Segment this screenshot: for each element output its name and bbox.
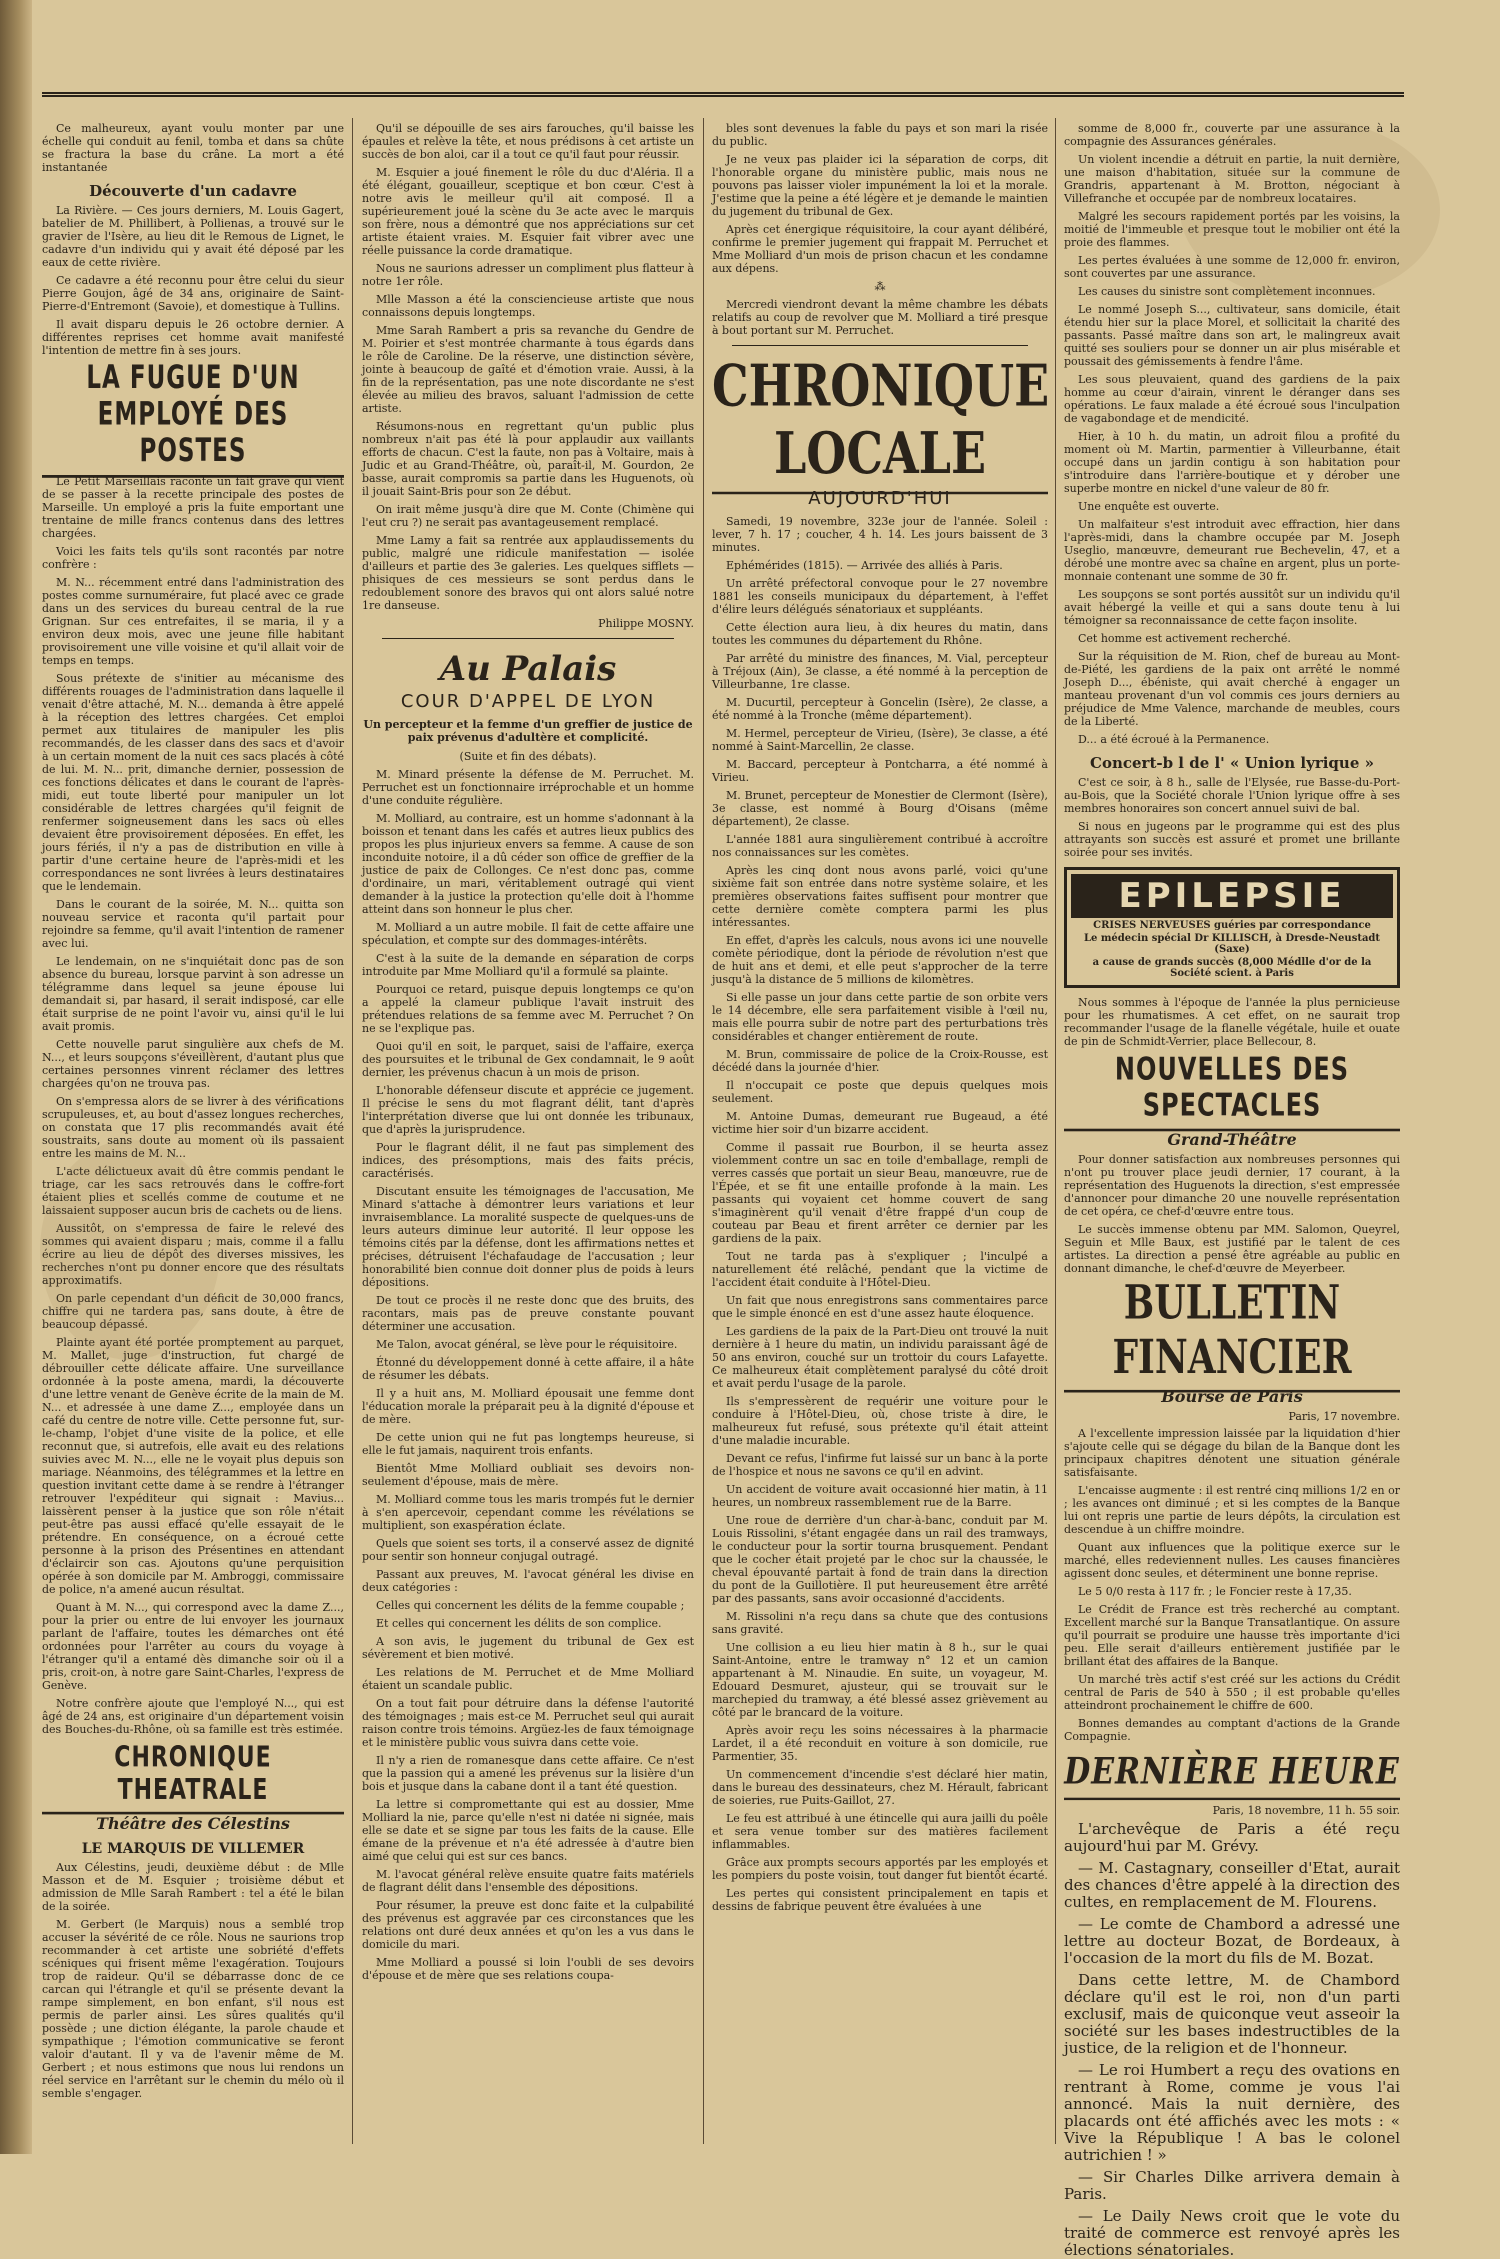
- paragraph: L'honorable défenseur discute et apprécie ce jugement. Il précise le sens du mot flagrant délit, tant d'après l'interprétation diverse que lui ont donnée les tribunaux, que d'après la jurisprudence.: [362, 1084, 694, 1136]
- divider: [382, 638, 674, 639]
- paragraph: Les relations de M. Perruchet et de Mme Molliard étaient un scandale public.: [362, 1666, 694, 1692]
- paragraph: Un marché très actif s'est créé sur les actions du Crédit central de Paris de 540 à 550 ; il est probable qu'elles atteindront prochainement le chiffre de 600.: [1064, 1673, 1400, 1712]
- epilepsie-advert: [1064, 867, 1400, 988]
- paragraph: Les pertes évaluées à une somme de 12,000 fr. environ, sont couvertes par une assurance.: [1064, 254, 1400, 280]
- paragraph: Mme Molliard a poussé si loin l'oubli de ses devoirs d'épouse et de mère que ses relations coupa-: [362, 1956, 694, 1982]
- paragraph: Qu'il se dépouille de ses airs farouches, qu'il baisse les épaules et relève la tête, et nous prédisons à cet artiste un succès de bon aloi, car il a tout ce qu'il faut pour réussir.: [362, 122, 694, 161]
- paragraph: A son avis, le jugement du tribunal de Gex est sévèrement et bien motivé.: [362, 1635, 694, 1661]
- advert-line: a cause de grands succès (8,000 Médlle d'or de la Société scient. à Paris: [1092, 957, 1372, 979]
- paragraph: Le Petit Marseillais raconte un fait grave qui vient de se passer à la recette principale des postes de Marseille. Un employé a pris la fuite emportant une trentaine de mille francs contenus dans des lettres chargées.: [42, 475, 344, 540]
- paragraph: D... a été écroué à la Permanence.: [1078, 733, 1270, 746]
- paragraph: M. Gerbert (le Marquis) nous a semblé trop accuser la sévérité de ce rôle. Nous ne saurions trop recommander à cet artiste une sobriété d'effets scéniques qui frisent même l'exagération. Toujours trop de raideur. Qu'il se débarrasse donc de ce carcan qui l'étrangle et qu'il se présente devant la rampe simplement, en bon enfant, s'il nous est permis de parler ainsi. Les sûres qualités qu'il possède ; une diction élégante, la parole chaude et sympathique ; l'émotion communicative se feront valoir d'autant. Il y va de l'avenir même de M. Gerbert ; et nous estimons que nous lui rendons un réel service en l'arrêtant sur le chemin du mélo où il semble s'engager.: [42, 1918, 344, 2100]
- paragraph: M. Minard présente la défense de M. Perruchet. M. Perruchet est un fonctionnaire irréprochable et un homme d'une conduite régulière.: [362, 768, 694, 807]
- paragraph: Passant aux preuves, M. l'avocat général les divise en deux catégories :: [362, 1568, 694, 1594]
- paragraph: Un arrêté préfectoral convoque pour le 27 novembre 1881 les conseils municipaux du département, à l'effet d'élire leurs délégués sénatoriaux et suppléants.: [712, 577, 1048, 616]
- paragraph: Mlle Masson a été la consciencieuse artiste que nous connaissons depuis longtemps.: [362, 293, 694, 319]
- advert-title: EPILEPSIE: [1071, 874, 1393, 918]
- news-item: — Le roi Humbert a reçu des ovations en rentrant à Rome, comme je vous l'ai annoncé. Mais la nuit dernière, des placards ont été affichés avec les mots : « Vive la République ! A bas le colonel autrichien ! »: [1064, 2061, 1400, 2164]
- paragraph: Pour le flagrant délit, il ne faut pas simplement des indices, des présomptions, mais des faits précis, caractérisés.: [362, 1141, 694, 1180]
- paragraph: Le succès immense obtenu par MM. Salomon, Queyrel, Seguin et Mlle Baux, est justifié par le talent de ces artistes. La direction a pensé être agréable au public en donnant dimanche, le chef-d'œuvre de Meyerbeer.: [1064, 1223, 1400, 1275]
- paragraph: Sous prétexte de s'initier au mécanisme des différents rouages de l'administration dans laquelle il venait d'être attaché, M. N... demanda à être appelé à la réception des lettres chargées. Cet emploi permet aux titulaires de manipuler les plis recommandés, de les classer dans des sacs et d'avoir à un certain moment de la nuit ces sacs placés à côté de lui. M. N... prit, dimanche dernier, possession de ces fonctions délicates et dans le courant de l'après-midi, eut toute liberté pour manipuler un lot considérable de lettres chargées qu'il feignit de renfermer soigneusement dans les sacs où elles devaient être provisoirement déposées. En effet, les jours fériés, il n'y a pas de distribution en ville à partir d'une certaine heure de l'après-midi et les correspondances ne sont livrées à leurs destinataires que le lendemain.: [42, 672, 344, 893]
- derniere-heure-dateline: Paris, 18 novembre, 11 h. 55 soir.: [1212, 1804, 1400, 1817]
- paragraph: Une collision a eu lieu hier matin à 8 h., sur le quai Saint-Antoine, entre le tramway n° 12 et un camion appartenant à M. Ninaudie. En suite, un voyageur, M. Edouard Desmuret, ajusteur, qui se trouvait sur le marchepied du tramway, a été blessé assez grièvement au côté par le brancard de la voiture.: [712, 1641, 1048, 1719]
- suite-note: (Suite et fin des débats).: [459, 750, 597, 763]
- advert-line: CRISES NERVEUSES guéries par correspondance: [1093, 920, 1371, 931]
- paragraph: Discutant ensuite les témoignages de l'accusation, Me Minard s'attache à démontrer leurs variations et leur invraisemblance. La moralité suspecte de quelques-uns de leurs auteurs diminue leur autorité. Il leur oppose les témoins cités par la défense, dont les affirmations nettes et précises, détruisent l'échafaudage de l'accusation ; leur honorabilité bien connue doit donner plus de poids à leurs dépositions.: [362, 1185, 694, 1289]
- paragraph: Les pertes qui consistent principalement en tapis et dessins de fabrique peuvent être évaluées à une: [712, 1887, 1048, 1913]
- news-item: L'archevêque de Paris a été reçu aujourd'hui par M. Grévy.: [1064, 1820, 1400, 1855]
- paragraph: On s'empressa alors de se livrer à des vérifications scrupuleuses, et, au bout d'assez longues recherches, on constata que 17 plis recommandés avait été soustraits, sans doute au moment où ils passaient entre les mains de M. N...: [42, 1095, 344, 1160]
- paragraph: Me Talon, avocat général, se lève pour le réquisitoire.: [376, 1338, 678, 1351]
- paragraph: M. Baccard, percepteur à Pontcharra, a été nommé à Virieu.: [712, 758, 1048, 784]
- paragraph: Notre confrère ajoute que l'employé N..., qui est âgé de 24 ans, est originaire d'un département voisin des Bouches-du-Rhône, où sa famille est très estimée.: [42, 1697, 344, 1736]
- paragraph: Si elle passe un jour dans cette partie de son orbite vers le 14 décembre, elle sera parfaitement visible à l'œil nu, mais elle pourra subir de notre part des perturbations très considérables et changer entièrement de route.: [712, 991, 1048, 1043]
- paragraph: Un fait que nous enregistrons sans commentaires parce que le simple énoncé en est d'une assez haute éloquence.: [712, 1294, 1048, 1320]
- paragraph: Mercredi viendront devant la même chambre les débats relatifs au coup de revolver que M. Molliard a tiré presque à bout portant sur M. Perruchet.: [712, 298, 1048, 337]
- paragraph: Cette élection aura lieu, à dix heures du matin, dans toutes les communes du département du Rhône.: [712, 621, 1048, 647]
- cour-appel-title: COUR D'APPEL DE LYON: [400, 691, 656, 712]
- bourse-dateline: Paris, 17 novembre.: [1288, 1410, 1400, 1423]
- paragraph: Ils s'empressèrent de requérir une voiture pour le conduire à l'Hôtel-Dieu, où, chose triste à dire, le malheureux fut refusé, sous prétexte qu'il était atteint d'une maladie incurable.: [712, 1395, 1048, 1447]
- paragraph: Après cet énergique réquisitoire, la cour ayant délibéré, confirme le premier jugement qui frappait M. Perruchet et Mme Molliard d'un mois de prison chacun et les condamne aux dépens.: [712, 223, 1048, 275]
- aujourdhui-title: AUJOURD'HUI: [808, 488, 952, 509]
- paragraph: bles sont devenues la fable du pays et son mari la risée du public.: [712, 122, 1048, 148]
- paragraph: Voici les faits tels qu'ils sont racontés par notre confrère :: [42, 545, 344, 571]
- paragraph: Par arrêté du ministre des finances, M. Vial, percepteur à Tréjoux (Ain), 3e classe, a été nommé à la perception de Villeurbanne, 1re classe.: [712, 652, 1048, 691]
- paragraph: En effet, d'après les calculs, nous avons ici une nouvelle comète périodique, dont la période de révolution n'est que de huit ans et demi, et elle peut s'approcher de la terre jusqu'à la distance de 5 millions de kilomètres.: [712, 934, 1048, 986]
- paragraph: Grâce aux prompts secours apportés par les employés et les pompiers du poste voisin, tout danger fut bientôt écarté.: [712, 1856, 1048, 1882]
- paragraph: Quant à M. N..., qui correspond avec la dame Z..., pour la prier ou entre de lui envoyer les journaux parlant de l'affaire, toutes les démarches ont été ordonnées pour l'arrêter au cours du voyage à l'étranger qu'il a entamé dès dimanche soir où il a pris, croit-on, à notre gare Saint-Charles, l'express de Genève.: [42, 1601, 344, 1692]
- paragraph: L'année 1881 aura singulièrement contribué à accroître nos connaissances sur les comètes.: [712, 833, 1048, 859]
- paragraph: Le nommé Joseph S..., cultivateur, sans domicile, était étendu hier sur la place Morel, et sollicitait la charité des passants. Passé maître dans son art, le malingreux avait quitté ses souliers pour se donner un air plus misérable et poussait des gémissements à fendre l'âme.: [1064, 303, 1400, 368]
- paragraph: Comme il passait rue Bourbon, il se heurta assez violemment contre un sac en toile d'emballage, rempli de verres cassés que portait un sieur Beau, manœuvre, rue de l'Épée, et se fit une entaille profonde à la main. Les passants qui voyaient cet homme couvert de sang s'imaginèrent qu'il venait d'être frappé d'un coup de couteau par Beau et firent arrêter ce dernier par les gardiens de la paix.: [712, 1141, 1048, 1245]
- binding-spine: [0, 0, 32, 2154]
- paragraph: Ce cadavre a été reconnu pour être celui du sieur Pierre Goujon, âgé de 34 ans, originaire de Saint-Pierre-d'Entremont (Savoie), et domestique à Tullins.: [42, 274, 344, 313]
- headline-derniere-heure: DERNIÈRE HEURE: [1064, 1751, 1400, 1800]
- paragraph: Cet homme est activement recherché.: [1078, 632, 1291, 645]
- paragraph: C'est à la suite de la demande en séparation de corps introduite par Mme Molliard qu'il a formulé sa plainte.: [362, 952, 694, 978]
- paragraph: Nous ne saurions adresser un compliment plus flatteur à notre 1er rôle.: [362, 262, 694, 288]
- paragraph: Il y a huit ans, M. Molliard épousait une femme dont l'éducation morale la préparait peu à la dignité d'épouse et de mère.: [362, 1387, 694, 1426]
- paragraph: Résumons-nous en regrettant qu'un public plus nombreux n'ait pas été là pour applaudir aux vaillants efforts de chacun. C'est la faute, non pas à Voltaire, mais à Judic et au Grand-Théâtre, où, paraît-il, M. Gourdon, 2e basse, aurait compromis sa partie dans les Huguenots, où il jouait Saint-Bris pour son 2e début.: [362, 420, 694, 498]
- paragraph: On parle cependant d'un déficit de 30,000 francs, chiffre qui ne tardera pas, sans doute, à être de beaucoup dépassé.: [42, 1292, 344, 1331]
- headline-chronique-locale: CHRONIQUE LOCALE: [712, 352, 1048, 495]
- concert-title: Concert-b l de l' « Union lyrique »: [1090, 754, 1374, 772]
- paragraph: Quoi qu'il en soit, le parquet, saisi de l'affaire, exerça des poursuites et le tribunal de Gex condamnait, le 9 août dernier, les prévenus chacun à un mois de prison.: [362, 1040, 694, 1079]
- news-item: — Le comte de Chambord a adressé une lettre au docteur Bozat, de Bordeaux, à l'occasion de la mort du fils de M. Bozat.: [1064, 1915, 1400, 1967]
- paragraph: Il avait disparu depuis le 26 octobre dernier. A différentes reprises cet homme avait manifesté l'intention de mettre fin à ses jours.: [42, 318, 344, 357]
- news-item: — Sir Charles Dilke arrivera demain à Paris.: [1064, 2168, 1400, 2203]
- paragraph: A l'excellente impression laissée par la liquidation d'hier s'ajoute celle qui se dégage du bilan de la Banque dont les principaux chapitres dénotent une situation générale satisfaisante.: [1064, 1427, 1400, 1479]
- paragraph: Celles qui concernent les délits de la femme coupable ;: [376, 1599, 685, 1612]
- news-item: — M. Castagnary, conseiller d'Etat, aurait des chances d'être appelé à la direction des cultes, en remplacement de M. Flourens.: [1064, 1859, 1400, 1911]
- paragraph: Aux Célestins, jeudi, deuxième début : de Mlle Masson et de M. Esquier ; troisième début et admission de Mlle Sarah Rambert : tel a été le bilan de la soirée.: [42, 1861, 344, 1913]
- paragraph: M. Ducurtil, percepteur à Goncelin (Isère), 2e classe, a été nommé à la Tronche (même département).: [712, 696, 1048, 722]
- paragraph: Les causes du sinistre sont complètement inconnues.: [1078, 285, 1376, 298]
- paragraph: M. Brunet, percepteur de Monestier de Clermont (Isère), 3e classe, est nommé à Bourg d'Oisans (même département), 2e classe.: [712, 789, 1048, 828]
- paragraph: De tout ce procès il ne reste donc que des bruits, des racontars, mais pas de preuve constante pouvant déterminer une accusation.: [362, 1294, 694, 1333]
- paragraph: M. Esquier a joué finement le rôle du duc d'Aléria. Il a été élégant, gouailleur, sceptique et bon cœur. C'est à notre avis le meilleur qu'il ait composé. Il a supérieurement joué la scène du 3e acte avec le marquis son frère, nous a démontré que nos appréciations sur cet artiste étaient vraies. M. Esquier fait vibrer avec une réelle puissance la corde dramatique.: [362, 166, 694, 257]
- column-3: [708, 122, 1052, 2142]
- paragraph: M. Antoine Dumas, demeurant rue Bugeaud, a été victime hier soir d'un bizarre accident.: [712, 1110, 1048, 1136]
- paragraph: Je ne veux pas plaider ici la séparation de corps, dit l'honorable organe du ministère public, mais nous ne pouvons pas laisser violer impunément la loi et la morale. J'estime que la peine a été légère et je demande le maintien du jugement du tribunal de Gex.: [712, 153, 1048, 218]
- paragraph: Dans le courant de la soirée, M. N... quitta son nouveau service et raconta qu'il partait pour rejoindre sa femme, qu'il avait l'intention de ramener avec lui.: [42, 898, 344, 950]
- column-4: [1060, 122, 1404, 2259]
- paragraph: Une roue de derrière d'un char-à-banc, conduit par M. Louis Rissolini, s'étant engagée dans un rail des tramways, le conducteur pour la sortir tourna brusquement. Pendant que le cocher était projeté par le choc sur la chaussée, le cheval épouvanté partait à fond de train dans la direction du pont de la Guillotière. Il put heureusement être arrêté par des passants, sans avoir occasionné d'accidents.: [712, 1514, 1048, 1605]
- paragraph: Ephémérides (1815). — Arrivée des alliés à Paris.: [726, 559, 1003, 572]
- paragraph: Si nous en jugeons par le programme qui est des plus attrayants son succès est assuré et promet une brillante soirée pour ses invités.: [1064, 820, 1400, 859]
- paragraph: Quant aux influences que la politique exerce sur le marché, elles redeviennent nulles. Les causes financières agissent donc seules, et déterminent une bonne reprise.: [1064, 1541, 1400, 1580]
- paragraph: M. Molliard a un autre mobile. Il fait de cette affaire une spéculation, et compte sur des dommages-intérêts.: [362, 921, 694, 947]
- paragraph: La Rivière. — Ces jours derniers, M. Louis Gagert, batelier de M. Phillibert, à Pollienas, a trouvé sur le gravier de l'Isère, au lieu dit le Remous de Lignet, le cadavre d'un individu qui y avait été déposé par les eaux de cette rivière.: [42, 204, 344, 269]
- paragraph: somme de 8,000 fr., couverte par une assurance à la compagnie des Assurances générales.: [1064, 122, 1400, 148]
- paragraph: Une enquête est ouverte.: [1078, 500, 1220, 513]
- paragraph: La lettre si compromettante qui est au dossier, Mme Molliard la nie, parce qu'elle n'est ni datée ni signée, mais elle se date et se signe par tous les faits de la cause. Elle émane de la prévenue et n'a été adressée à d'autre bien aimé que celui qui est sur ces bancs.: [362, 1798, 694, 1863]
- top-rule: [42, 92, 1404, 97]
- paragraph: Et celles qui concernent les délits de son complice.: [376, 1617, 662, 1630]
- cadavre-title: Découverte d'un cadavre: [89, 182, 297, 200]
- news-item: Dans cette lettre, M. de Chambord déclare qu'il est le roi, non d'un parti exclusif, mais de quiconque veut asseoir la société sur les bases indestructibles de la justice, de la religion et de l'honneur.: [1064, 1971, 1400, 2057]
- paragraph: Bonnes demandes au comptant d'actions de la Grande Compagnie.: [1064, 1717, 1400, 1743]
- paragraph: Pour résumer, la preuve est donc faite et la culpabilité des prévenus est aggravée par ces circonstances que les relations ont duré deux années et qu'on les a vus dans le domicile du mari.: [362, 1899, 694, 1951]
- headline-nouvelles-spectacles: NOUVELLES DES SPECTACLES: [1064, 1051, 1400, 1132]
- paragraph: M. Rissolini n'a reçu dans sa chute que des contusions sans gravité.: [712, 1610, 1048, 1636]
- paragraph: Mme Sarah Rambert a pris sa revanche du Gendre de M. Poirier et s'est montrée charmante à tous égards dans le rôle de Caroline. De la réserve, une distinction sévère, jointe à beaucoup de gaîté et d'émotion vraie. Aussi, à la fin de la représentation, pas une note discordante ne s'est élevée au milieu des bravos, saluant l'admission de cette artiste.: [362, 324, 694, 415]
- paragraph: Hier, à 10 h. du matin, un adroit filou a profité du moment où M. Martin, parmentier à Villeurbanne, était occupé dans un jardin contigu à son habitation pour s'introduire dans l'arrière-boutique et y dérober une superbe montre en nickel d'une valeur de 80 fr.: [1064, 430, 1400, 495]
- paragraph: De cette union qui ne fut pas longtemps heureuse, si elle le fut jamais, naquirent trois enfants.: [362, 1431, 694, 1457]
- paragraph: Après avoir reçu les soins nécessaires à la pharmacie Lardet, il a été reconduit en voiture à son domicile, rue Parmentier, 35.: [712, 1724, 1048, 1763]
- news-item: — Le Daily News croit que le vote du traité de commerce est renvoyé après les élections sénatoriales.: [1064, 2207, 1400, 2259]
- paragraph: Le Crédit de France est très recherché au comptant. Excellent marché sur la Banque Transatlantique. On assure qu'il pourrait se produire une hausse très importante d'ici peu. Elle serait d'ailleurs entièrement justifiée par le brillant état des affaires de la Banque.: [1064, 1603, 1400, 1668]
- signature: Philippe MOSNY.: [598, 617, 694, 630]
- headline-fugue: LA FUGUE D'UN EMPLOYÉ DES POSTES: [42, 360, 344, 478]
- paragraph: Les sous pleuvaient, quand des gardiens de la paix homme au cœur d'airain, vinrent le déranger dans ses opérations. Le faux malade a été écroué sous l'inculpation de vagabondage et de mendicité.: [1064, 373, 1400, 425]
- paragraph: Aussitôt, on s'empressa de faire le relevé des sommes qui avaient disparu ; mais, comme il a fallu écrire au lieu de dépôt des diverses missives, les recherches n'ont pu donner encore que des résultats approximatifs.: [42, 1222, 344, 1287]
- paragraph: Un commencement d'incendie s'est déclaré hier matin, dans le bureau des dessinateurs, chez M. Hérault, fabricant de soieries, rue Puits-Gaillot, 27.: [712, 1768, 1048, 1807]
- paragraph: M. N... récemment entré dans l'administration des postes comme surnuméraire, fut placé avec ce grade dans un des services du bureau central de la rue Grignan. Sur ces entrefaites, il se maria, il y a environ deux mois, avec une jeune fille habitant provisoirement une ville voisine et qu'il allait voir de temps en temps.: [42, 576, 344, 667]
- paragraph: Samedi, 19 novembre, 323e jour de l'année. Soleil : lever, 7 h. 17 ; coucher, 4 h. 14. Les jours baissent de 3 minutes.: [712, 515, 1048, 554]
- paragraph: Cette nouvelle parut singulière aux chefs de M. N..., et leurs soupçons s'éveillèrent, d'autant plus que certaines personnes vinrent réclamer des lettres chargées qu'on ne trouva pas.: [42, 1038, 344, 1090]
- section-celestins: Théâtre des Célestins: [96, 1814, 290, 1833]
- paragraph: Tout ne tarda pas à s'expliquer ; l'inculpé a naturellement été relâché, pendant que la victime de l'accident était conduite à l'Hôtel-Dieu.: [712, 1250, 1048, 1289]
- column-divider: [703, 118, 704, 2144]
- paragraph: C'est ce soir, à 8 h., salle de l'Elysée, rue Basse-du-Port-au-Bois, que la Société chorale l'Union lyrique offre à ses membres honoraires son concert annuel suivi de bal.: [1064, 776, 1400, 815]
- paragraph: On a tout fait pour détruire dans la défense l'autorité des témoignages ; mais est-ce M. Perruchet seul qui aurait raison contre trois témoins. Argüez-les de faux témoignage et le ministère public vous suivra dans cette voie.: [362, 1697, 694, 1749]
- paragraph: L'acte délictueux avait dû être commis pendant le triage, car les sacs retrouvés dans le coffre-fort étaient plies et scellés comme de coutume et ne laissaient supposer aucun bris de cachets ou de liens.: [42, 1165, 344, 1217]
- paragraph: Plainte ayant été portée promptement au parquet, M. Mallet, juge d'instruction, fut chargé de débrouiller cette délicate affaire. Une surveillance ordonnée à la poste amena, mardi, la découverte d'une lettre venant de Genève écrite de la main de M. N... et adressée à une dame Z..., employée dans un café du centre de notre ville. Cette personne fut, sur-le-champ, l'objet d'une visite de la police, et elle reconnut que, si autrefois, elle avait eu des relations suivies avec M. N..., elle ne le voyait plus depuis son mariage. Néanmoins, des télégrammes et la lettre en question invitant cette dame à se rendre à l'étranger retrouver l'expéditeur qui signait : Mavius... laissèrent penser à la justice que son rôle n'était peut-être pas aussi effacé qu'elle essayait de le prétendre. En conséquence, on a écroué cette personne à la prison des Présentines en attendant d'éclaircir son cas. Ajoutons qu'une perquisition opérée à son domicile par M. Ambroggi, commissaire de police, n'a amené aucun résultat.: [42, 1336, 344, 1596]
- article-subtitle: Un percepteur et la femme d'un greffier de justice de paix prévenus d'adultère et complicité.: [363, 718, 693, 744]
- section-grand-theatre: Grand-Théâtre: [1167, 1130, 1297, 1149]
- column-1: [38, 122, 348, 2142]
- play-title: LE MARQUIS DE VILLEMER: [81, 1841, 305, 1857]
- column-divider: [1055, 118, 1056, 2144]
- headline-au-palais: Au Palais: [439, 649, 617, 689]
- section-bourse: Bourse de Paris: [1161, 1387, 1303, 1406]
- paragraph: Un accident de voiture avait occasionné hier matin, à 11 heures, un nombreux rassemblement rue de la Barre.: [712, 1483, 1048, 1509]
- paragraph: Après les cinq dont nous avons parlé, voici qu'une sixième fait son entrée dans notre système solaire, et les premières observations faites suffisent pour montrer que cette dernière comète comptera parmi les plus intéressantes.: [712, 864, 1048, 929]
- paragraph: Le feu est attribué à une étincelle qui aura jailli du poêle et sera venue tomber sur des matières facilement inflammables.: [712, 1812, 1048, 1851]
- paragraph: Il n'occupait ce poste que depuis quelques mois seulement.: [712, 1079, 1048, 1105]
- paragraph: Nous sommes à l'époque de l'année la plus pernicieuse pour les rhumatismes. A cet effet, on ne saurait trop recommander l'usage de la flanelle végétale, huile et ouate de pin de Schmidt-Verrier, place Bellecour, 8.: [1064, 996, 1400, 1048]
- paragraph: Mme Lamy a fait sa rentrée aux applaudissements du public, malgré une ridicule manifestation — isolée d'ailleurs et partie des 3e galeries. Les quelques sifflets — phisiques de ces messieurs se sont perdus dans le redoublement sonore des bravos qui ont alors salué notre 1re danseuse.: [362, 534, 694, 612]
- paragraph: M. Hermel, percepteur de Virieu, (Isère), 3e classe, a été nommé à Saint-Marcellin, 2e classe.: [712, 727, 1048, 753]
- paragraph: Le 5 0/0 resta à 117 fr. ; le Foncier reste à 17,35.: [1078, 1585, 1352, 1598]
- paragraph: Les gardiens de la paix de la Part-Dieu ont trouvé la nuit dernière à 1 heure du matin, un individu paraissant âgé de 50 ans environ, couché sur un trottoir du cours Lafayette. Ce malheureux était complètement paralysé du côté droit et avait perdu l'usage de la parole.: [712, 1325, 1048, 1390]
- column-2: [358, 122, 698, 2142]
- paragraph: Malgré les secours rapidement portés par les voisins, la moitié de l'immeuble et presque tout le mobilier ont été la proie des flammes.: [1064, 210, 1400, 249]
- advert-line: Le médecin spécial Dr KILLISCH, à Dresde-Neustadt (Saxe): [1083, 933, 1381, 955]
- paragraph: Les soupçons se sont portés aussitôt sur un individu qu'il avait hébergé la veille et qui a sans doute tenu à lui témoigner sa reconnaissance de cette façon insolite.: [1064, 588, 1400, 627]
- divider: [732, 345, 1028, 346]
- paragraph: Sur la réquisition de M. Rion, chef de bureau au Mont-de-Piété, les gardiens de la paix ont arrêté le nommé Joseph D..., ébéniste, qui avait cherché à engager un manteau provenant d'un vol commis ces jours derniers au préjudice de Mme Valence, marchande de meubles, cours de la Liberté.: [1064, 650, 1400, 728]
- paragraph: Devant ce refus, l'infirme fut laissé sur un banc à la porte de l'hospice et nous ne savons ce qu'il en advint.: [712, 1452, 1048, 1478]
- headline-bulletin-financier: BULLETIN FINANCIER: [1064, 1276, 1400, 1393]
- paragraph: Bientôt Mme Molliard oubliait ses devoirs non-seulement d'épouse, mais de mère.: [362, 1462, 694, 1488]
- paragraph: M. Brun, commissaire de police de la Croix-Rousse, est décédé dans la journée d'hier.: [712, 1048, 1048, 1074]
- paragraph: Un malfaiteur s'est introduit avec effraction, hier dans l'après-midi, dans la chambre occupée par M. Joseph Useglio, manœuvre, demeurant rue Bechevelin, 47, et a dérobé une montre avec sa chaîne en argent, plus un porte-monnaie contenant une somme de 30 fr.: [1064, 518, 1400, 583]
- paragraph: M. Molliard comme tous les maris trompés fut le dernier à s'en apercevoir, cependant comme les révélations se multiplient, son exaspération éclate.: [362, 1493, 694, 1532]
- paragraph: M. l'avocat général relève ensuite quatre faits matériels de flagrant délit dans l'ensemble des dépositions.: [362, 1868, 694, 1894]
- paragraph: Pourquoi ce retard, puisque depuis longtemps ce qu'on a appelé la clameur publique l'avait instruit des prétendues relations de sa femme avec M. Perruchet ? On ne se l'explique pas.: [362, 983, 694, 1035]
- paragraph: Le lendemain, on ne s'inquiétait donc pas de son absence du bureau, lorsque parvint à son adresse un télégramme dans lequel sa jeune épouse lui demandait si, par hasard, il serait indisposé, car elle était surprise de ne point l'avoir vu, ainsi qu'il le lui avait promis.: [42, 955, 344, 1033]
- headline-chronique-theatrale: CHRONIQUE THEATRALE: [42, 1742, 344, 1815]
- paragraph: Quels que soient ses torts, il a conservé assez de dignité pour sentir son honneur conjugal outragé.: [362, 1537, 694, 1563]
- paragraph: Étonné du développement donné à cette affaire, il a hâte de résumer les débats.: [362, 1356, 694, 1382]
- column-divider: [352, 118, 353, 2144]
- paragraph: M. Molliard, au contraire, est un homme s'adonnant à la boisson et tenant dans les cafés et autres lieux publics des propos les plus injurieux envers sa femme. A cause de son inconduite notoire, il a dû céder son office de greffier de la justice de paix de Collonges. Ce n'est donc pas, comme d'ordinaire, un mari, véritablement outragé qui vient demander à la justice la protection qu'elle doit à l'homme atteint dans son honneur le plus cher.: [362, 812, 694, 916]
- paragraph: Un violent incendie a détruit en partie, la nuit dernière, une maison d'habitation, située sur la commune de Grandris, appartenant à M. Brotton, négociant à Villefranche et occupée par de nombreux locataires.: [1064, 153, 1400, 205]
- paragraph: Il n'y a rien de romanesque dans cette affaire. Ce n'est que la passion qui a amené les prévenus sur la lisière d'un bois et jusque dans la cabane dont il a tant été question.: [362, 1754, 694, 1793]
- article-intro: Ce malheureux, ayant voulu monter par une échelle qui conduit au fenil, tomba et dans sa chûte se fractura la base du crâne. La mort a été instantanée: [42, 122, 344, 174]
- paragraph: On irait même jusqu'à dire que M. Conte (Chimène qui l'eut cru ?) ne serait pas avantageusement remplacé.: [362, 503, 694, 529]
- paragraph: Pour donner satisfaction aux nombreuses personnes qui n'ont pu trouver place jeudi dernier, 17 courant, à la représentation des Huguenots la direction, s'est empressée d'annoncer pour dimanche 20 une nouvelle représentation de cet opéra, ce chef-d'œuvre entre tous.: [1064, 1153, 1400, 1218]
- separator-glyph: ⁂: [874, 280, 886, 293]
- paragraph: L'encaisse augmente : il est rentré cinq millions 1/2 en or ; les avances ont diminué ; et si les comptes de la Banque lui ont repris une partie de leurs dépôts, la circulation est descendue à un chiffre moindre.: [1064, 1484, 1400, 1536]
- derniere-heure-news: [1064, 1821, 1400, 2259]
